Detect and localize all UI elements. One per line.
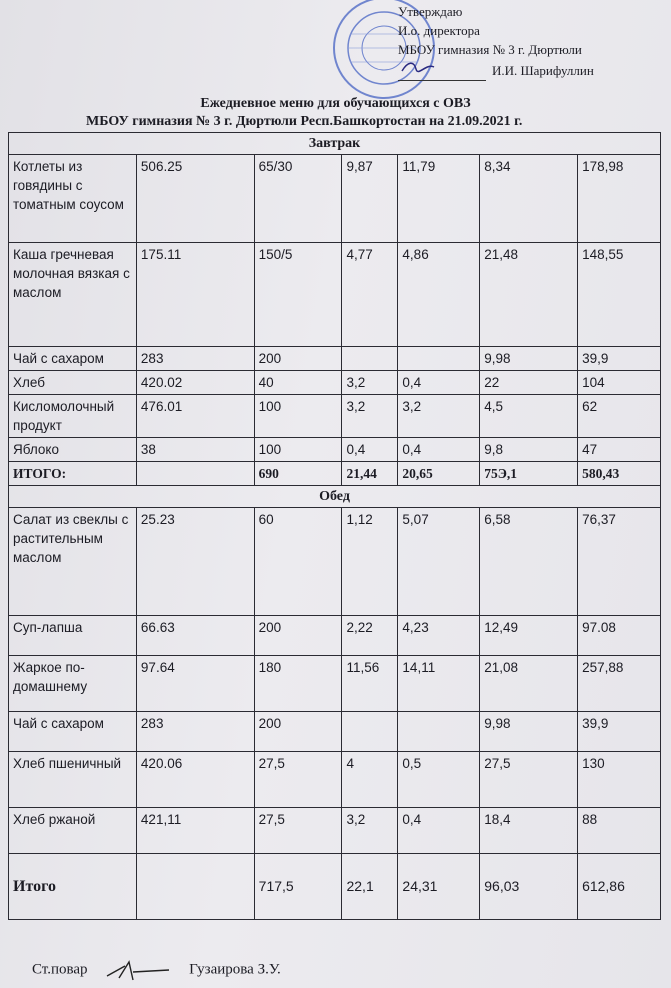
- value-cell: 175.11: [136, 243, 254, 347]
- table-row: [9, 155, 661, 243]
- value-cell: 180: [254, 656, 342, 712]
- value-cell: 39,9: [578, 347, 661, 371]
- value-cell: 200: [254, 616, 342, 656]
- dish-name-cell: Чай с сахаром: [9, 712, 137, 752]
- value-cell: 4,5: [480, 395, 578, 438]
- total-label-cell: Итого: [9, 854, 137, 920]
- section-header: Завтрак: [9, 133, 661, 155]
- value-cell: 150/5: [254, 243, 342, 347]
- dish-name-cell: Салат из свеклы с растительным маслом: [9, 508, 137, 616]
- value-cell: 4: [342, 752, 398, 808]
- value-cell: 200: [254, 712, 342, 752]
- value-cell: 60: [254, 508, 342, 616]
- value-cell: 97.08: [578, 616, 661, 656]
- value-cell: 200: [254, 347, 342, 371]
- total-value-cell: 20,65: [398, 462, 480, 486]
- value-cell: 178,98: [578, 155, 661, 243]
- table-row: [9, 712, 661, 752]
- director-name: И.И. Шарифуллин: [492, 63, 594, 78]
- value-cell: 2,22: [342, 616, 398, 656]
- total-value-cell: 717,5: [254, 854, 342, 920]
- value-cell: 130: [578, 752, 661, 808]
- value-cell: [342, 347, 398, 371]
- value-cell: 88: [578, 808, 661, 854]
- document-subtitle: МБОУ гимназия № 3 г. Дюртюли Респ.Башкортостан на 21.09.2021 г.: [86, 114, 523, 129]
- table-row: [9, 752, 661, 808]
- dish-name-cell: Чай с сахаром: [9, 347, 137, 371]
- total-value-cell: 24,31: [398, 854, 480, 920]
- value-cell: 0,4: [342, 438, 398, 462]
- total-value-cell: [136, 854, 254, 920]
- total-value-cell: 612,86: [578, 854, 661, 920]
- value-cell: 3,2: [398, 395, 480, 438]
- table-row: [9, 438, 661, 462]
- value-cell: 4,77: [342, 243, 398, 347]
- value-cell: 420.02: [136, 371, 254, 395]
- value-cell: [398, 347, 480, 371]
- value-cell: 421,11: [136, 808, 254, 854]
- table-row: [9, 371, 661, 395]
- value-cell: 3,2: [342, 808, 398, 854]
- total-value-cell: 580,43: [578, 462, 661, 486]
- value-cell: 76,37: [578, 508, 661, 616]
- table-row: [9, 508, 661, 616]
- section-header: Обед: [9, 486, 661, 508]
- value-cell: 27,5: [480, 752, 578, 808]
- value-cell: 283: [136, 712, 254, 752]
- value-cell: 0,4: [398, 371, 480, 395]
- value-cell: 257,88: [578, 656, 661, 712]
- value-cell: 9,8: [480, 438, 578, 462]
- value-cell: 0,4: [398, 438, 480, 462]
- total-value-cell: 96,03: [480, 854, 578, 920]
- value-cell: 21,08: [480, 656, 578, 712]
- table-row: [9, 347, 661, 371]
- value-cell: 476.01: [136, 395, 254, 438]
- value-cell: 9,98: [480, 712, 578, 752]
- menu-table: [8, 132, 661, 920]
- dish-name-cell: Жаркое по-домашнему: [9, 656, 137, 712]
- value-cell: 100: [254, 438, 342, 462]
- value-cell: 4,86: [398, 243, 480, 347]
- value-cell: 40: [254, 371, 342, 395]
- value-cell: 104: [578, 371, 661, 395]
- value-cell: [398, 712, 480, 752]
- value-cell: 39,9: [578, 712, 661, 752]
- value-cell: 148,55: [578, 243, 661, 347]
- value-cell: 6,58: [480, 508, 578, 616]
- table-row: [9, 243, 661, 347]
- value-cell: 9,98: [480, 347, 578, 371]
- value-cell: 97.64: [136, 656, 254, 712]
- approval-position: И.о. директора: [398, 23, 480, 38]
- total-value-cell: 690: [254, 462, 342, 486]
- total-value-cell: [136, 462, 254, 486]
- value-cell: 14,11: [398, 656, 480, 712]
- dish-name-cell: Хлеб пшеничный: [9, 752, 137, 808]
- value-cell: 47: [578, 438, 661, 462]
- value-cell: 25.23: [136, 508, 254, 616]
- dish-name-cell: Суп-лапша: [9, 616, 137, 656]
- chef-signature: [103, 958, 173, 982]
- dish-name-cell: Каша гречневая молочная вязкая с маслом: [9, 243, 137, 347]
- value-cell: 18,4: [480, 808, 578, 854]
- dish-name-cell: Хлеб: [9, 371, 137, 395]
- value-cell: 8,34: [480, 155, 578, 243]
- dish-name-cell: Хлеб ржаной: [9, 808, 137, 854]
- value-cell: 22: [480, 371, 578, 395]
- value-cell: 11,56: [342, 656, 398, 712]
- value-cell: 27,5: [254, 808, 342, 854]
- total-value-cell: 75Э,1: [480, 462, 578, 486]
- approval-signature-row: [398, 59, 594, 81]
- table-row: [9, 656, 661, 712]
- total-value-cell: 21,44: [342, 462, 398, 486]
- value-cell: 3,2: [342, 371, 398, 395]
- value-cell: 65/30: [254, 155, 342, 243]
- value-cell: [342, 712, 398, 752]
- footer: [32, 958, 281, 982]
- table-row: [9, 395, 661, 438]
- signature-line: [398, 59, 486, 81]
- value-cell: 4,23: [398, 616, 480, 656]
- value-cell: 506.25: [136, 155, 254, 243]
- value-cell: 3,2: [342, 395, 398, 438]
- value-cell: 9,87: [342, 155, 398, 243]
- total-row: [9, 462, 661, 486]
- total-row: [9, 854, 661, 920]
- approval-school: МБОУ гимназия № 3 г. Дюртюли: [398, 42, 582, 57]
- total-value-cell: 22,1: [342, 854, 398, 920]
- dish-name-cell: Котлеты из говядины с томатным соусом: [9, 155, 137, 243]
- value-cell: 0,5: [398, 752, 480, 808]
- value-cell: 27,5: [254, 752, 342, 808]
- document-title: Ежедневное меню для обучающихся с ОВЗ: [200, 96, 471, 111]
- approval-block: [398, 2, 594, 81]
- director-signature: [398, 59, 438, 75]
- value-cell: 0,4: [398, 808, 480, 854]
- value-cell: 62: [578, 395, 661, 438]
- table-row: [9, 808, 661, 854]
- value-cell: 38: [136, 438, 254, 462]
- value-cell: 1,12: [342, 508, 398, 616]
- dish-name-cell: Кисломолочный продукт: [9, 395, 137, 438]
- value-cell: 420.06: [136, 752, 254, 808]
- value-cell: 5,07: [398, 508, 480, 616]
- chef-name: Гузаирова З.У.: [189, 961, 281, 978]
- value-cell: 66.63: [136, 616, 254, 656]
- chef-title: Ст.повар: [32, 961, 88, 978]
- value-cell: 21,48: [480, 243, 578, 347]
- approval-heading: Утверждаю: [398, 4, 463, 19]
- value-cell: 283: [136, 347, 254, 371]
- table-row: [9, 616, 661, 656]
- value-cell: 11,79: [398, 155, 480, 243]
- value-cell: 100: [254, 395, 342, 438]
- dish-name-cell: Яблоко: [9, 438, 137, 462]
- total-label-cell: ИТОГО:: [9, 462, 137, 486]
- value-cell: 12,49: [480, 616, 578, 656]
